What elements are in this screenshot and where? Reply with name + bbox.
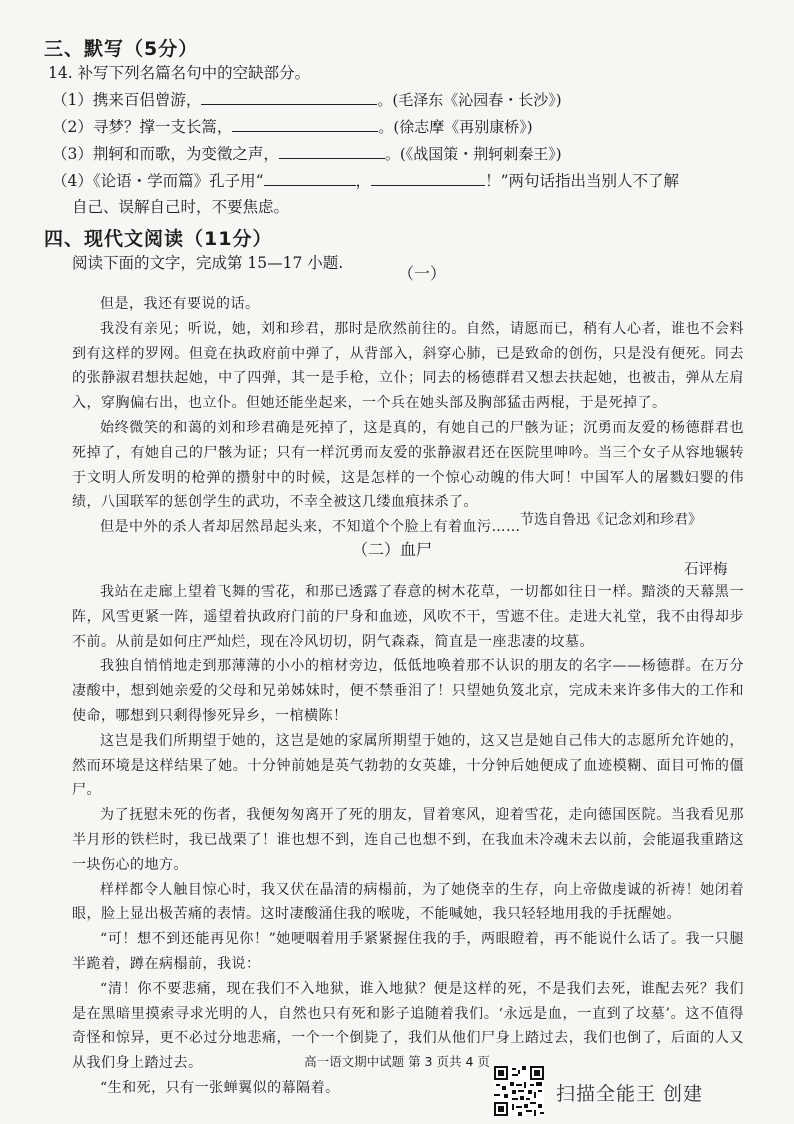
- question-14-prompt: 14. 补写下列名篇名句中的空缺部分。: [48, 64, 311, 82]
- section3-title: 三、默写（5分）: [44, 38, 199, 60]
- answer-blank-3[interactable]: [279, 144, 385, 159]
- answer-blank-2[interactable]: [232, 117, 378, 132]
- passage-2-paragraph: “清！你不要悲痛，现在我们不入地狱，谁入地狱？便是这样的死，不是我们去死，谁配去死？我们是在黑暗里摸索寻求光明的人，自然也只有死和影子追随着我们。‘永远是血，一直到了坟墓’。这不值得奇怪和惊异，更不必过分地悲痛，一个一个倒毙了，我们从他们尸身上踏过去，我们也倒了，后面的人又从我们身上踏过去。: [72, 980, 744, 1072]
- passage-1-heading: （一）: [398, 264, 447, 283]
- fill-item-2: [52, 116, 533, 138]
- fill-item-3-lead: （3）荆轲和而歌，为变徵之声，: [52, 145, 279, 163]
- passage-1-paragraph: 但是中外的杀人者却居然昂起头来，不知道个个脸上有着血污……: [100, 519, 521, 536]
- fill-item-4-continuation: 自己、误解自己时，不要焦虑。: [72, 198, 290, 216]
- scanner-watermark: 扫描全能王 创建: [556, 1083, 704, 1105]
- fill-item-1-lead: （1）携来百侣曾游，: [52, 91, 202, 109]
- fill-item-4-tail: ！”两句话指出当别人不了解: [485, 172, 679, 190]
- passage-2-paragraph: 样样都令人触目惊心时，我又伏在晶清的病榻前，为了她侥幸的生存，向上帝做虔诚的祈祷！她闭着眼，脸上显出极苦痛的表情。这时凄酸涌住我的喉咙，不能喊她，我只轻轻地用我的手抚醒她。: [72, 881, 744, 923]
- answer-blank-4a[interactable]: [264, 171, 356, 186]
- fill-item-3: [52, 143, 562, 165]
- passage-2-paragraph: 我独自悄悄地走到那薄薄的小小的棺材旁边，低低地唤着那不认识的朋友的名字——杨德群。在万分凄酸中，想到她亲爱的父母和兄弟姊妹时，便不禁垂泪了！只望她负笈北京，完成未来许多伟大的工作和使命，哪想到只剩得惨死异乡，一棺横陈！: [72, 658, 744, 724]
- passage-2-paragraph: 为了抚慰未死的伤者，我便匆匆离开了死的朋友，冒着寒风，迎着雪花，走向德国医院。当我看见那半月形的铁栏时，我已战栗了！谁也想不到，连自己也想不到，在我血未冷魂未去以前，会能逼我重踏这一块伤心的地方。: [72, 807, 744, 873]
- passage-2-paragraph: 我站在走廊上望着飞舞的雪花，和那已透露了春意的树木花草，一切都如往日一样。黯淡的天幕黑一阵，风雪更紧一阵，遥望着执政府门前的尸身和血迹，风吹不干，雪遮不住。走进大礼堂，我不由得却步不前。从前是如何庄严灿烂，现在冷风切切，阴气森森，简直是一座悲凄的坟墓。: [72, 584, 744, 650]
- passage-2-paragraph: 这岂是我们所期望于她的，这岂是她的家属所期望于她的，这又岂是她自己伟大的志愿所允许她的，然而环境是这样结果了她。十分钟前她是英气勃勃的女英雄，十分钟后她便成了血迹模糊、面目可怖的僵尸。: [72, 732, 744, 799]
- passage-2-body: [72, 580, 744, 1101]
- section4-title: 四、现代文阅读（11分）: [44, 228, 273, 250]
- passage-1-paragraph: 但是，我还有要说的话。: [100, 296, 260, 312]
- passage-2-paragraph: “生和死，只有一张蝉翼似的幕隔着。: [100, 1079, 340, 1096]
- page-footer: 高一语文期中试题 第 3 页共 4 页: [304, 1054, 490, 1069]
- passage-2-author: 石评梅: [684, 562, 728, 578]
- fill-item-3-source: 。(《战国策・荆轲刺秦王》): [384, 145, 562, 163]
- passage-2-heading: （二）血尸: [352, 540, 433, 559]
- passage-1-source: 节选自鲁迅《记念刘和珍君》: [520, 512, 702, 528]
- answer-blank-1[interactable]: [201, 90, 377, 105]
- fill-item-4-lead: （4）《论语・学而篇》孔子用“: [52, 172, 264, 190]
- fill-item-4: [52, 170, 679, 192]
- qr-code-icon: [494, 1066, 544, 1116]
- fill-item-2-source: 。(徐志摩《再别康桥》): [378, 118, 533, 136]
- fill-item-1-source: 。(毛泽东《沁园春・长沙》): [377, 91, 562, 109]
- passage-1-paragraph: 我没有亲见；听说，她，刘和珍君，那时是欣然前往的。自然，请愿而已，稍有人心者，谁也不会料到有这样的罗网。但竟在执政府前中弹了，从背部入，斜穿心肺，已是致命的创伤，只是没有便死。同去的张静淑君想扶起她，中了四弹，其一是手枪，立仆；同去的杨德群君又想去扶起她，也被击，弹从左肩入，穿胸偏右出，也立仆。但她还能坐起来，一个兵在她头部及胸部猛击两棍，于是死掉了。: [72, 320, 744, 412]
- passage-2-paragraph: “可！想不到还能再见你！”她哽咽着用手紧紧握住我的手，两眼瞪着，再不能说什么话了。我一只腿半跪着，蹲在病榻前，我说：: [72, 931, 744, 972]
- fill-item-4-comma: ，: [355, 172, 372, 190]
- fill-item-1: [52, 89, 562, 111]
- passage-1-body: [72, 292, 744, 540]
- answer-blank-4b[interactable]: [371, 171, 485, 186]
- fill-item-2-lead: （2）寻梦？撑一支长篙，: [52, 118, 233, 136]
- reading-instructions: 阅读下面的文字，完成第 15—17 小题.: [72, 254, 344, 272]
- passage-1-paragraph: 始终微笑的和蔼的刘和珍君确是死掉了，这是真的，有她自己的尸骸为证；沉勇而友爱的杨德群君也死掉了，有她自己的尸骸为证；只有一样沉勇而友爱的张静淑君还在医院里呻吟。当三个女子从容地辗转于文明人所发明的枪弹的攒射中的时候，这是怎样的一个惊心动魄的伟大呵！中国军人的屠戮妇婴的伟绩，八国联军的惩创学生的武功，不幸全被这几缕血痕抹杀了。: [72, 419, 744, 511]
